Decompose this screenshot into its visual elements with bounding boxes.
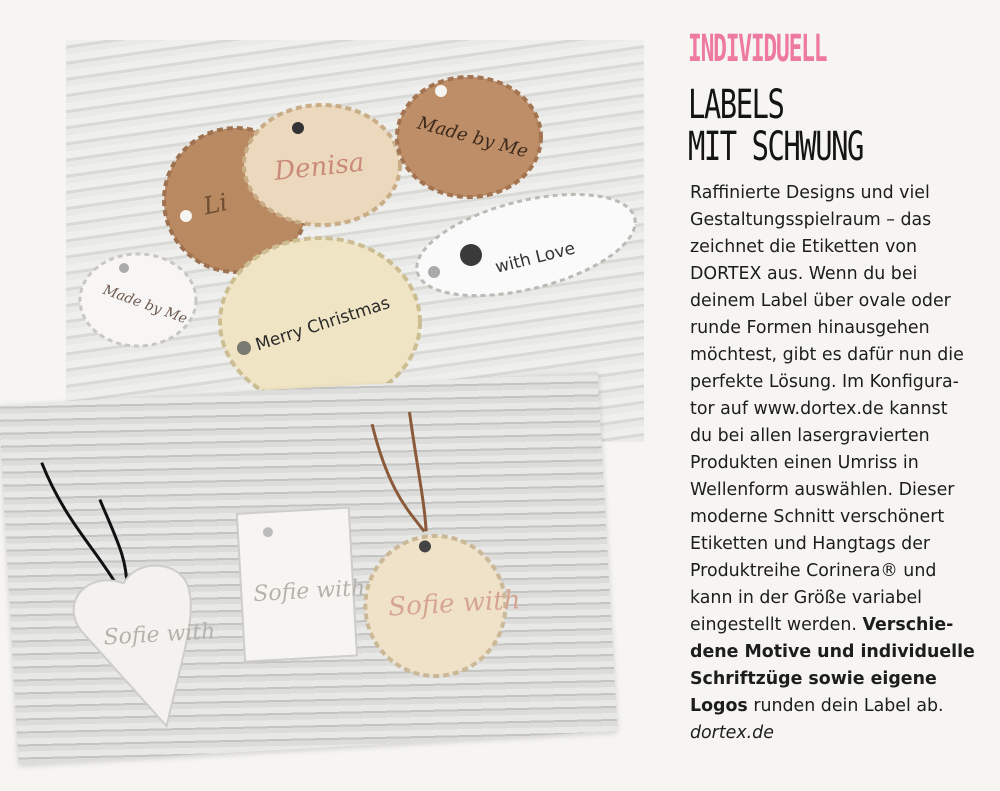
headline-line-2: MIT SCHWUNG: [688, 124, 863, 170]
tag-birch-merry: [220, 238, 420, 406]
tag-text-li: Li: [200, 188, 230, 221]
body-line: Etiketten und Hangtags der: [690, 534, 931, 554]
tag-kraft-madebyme: [397, 77, 541, 197]
tag-birch-denisa: [244, 105, 400, 225]
svg-text:with Love: with Love: [493, 238, 578, 278]
headline-line-1: LABELS: [688, 82, 784, 128]
svg-text:Sofie with: Sofie with: [387, 585, 522, 623]
body-line: DORTEX aus. Wenn du bei: [690, 264, 918, 284]
body-line: Wellenform auswählen. Dieser: [690, 480, 955, 500]
body-line-mixed: eingestellt werden. Verschie-: [690, 615, 954, 635]
source-credit: dortex.de: [690, 723, 774, 743]
svg-text:Denisa: Denisa: [272, 147, 366, 187]
body-line: du bei allen lasergravierten: [690, 426, 930, 446]
tags-illustration-bottom: [0, 372, 618, 765]
body-lines: [690, 180, 990, 747]
tag-white-madebyme: [80, 254, 196, 346]
body-line: runde Formen hinausgehen: [690, 318, 930, 338]
body-line: Raffinierte Designs und viel: [690, 183, 930, 203]
body-line: kann in der Größe variabel: [690, 588, 923, 608]
svg-text:Made by Me: Made by Me: [100, 282, 190, 328]
article-body: [690, 180, 990, 747]
body-line: perfekte Lösung. Im Konfigura-: [690, 372, 959, 392]
body-line: deinem Label über ovale oder: [690, 291, 951, 311]
svg-text:Sofie with: Sofie with: [252, 575, 366, 608]
body-line: möchtest, gibt es dafür nun die: [690, 345, 964, 365]
svg-text:Sofie with: Sofie with: [102, 619, 217, 651]
svg-text:Made by Me: Made by Me: [415, 112, 531, 163]
tag-round-sofie: [362, 531, 525, 679]
tag-rect-sofie: [237, 507, 369, 662]
body-line-mixed: Logos runden dein Label ab.: [690, 696, 944, 716]
body-line: tor auf www.dortex.de kannst: [690, 399, 948, 419]
photo-sofie-tags: [0, 372, 618, 765]
tag-white-withlove: [407, 175, 644, 315]
headline: [688, 84, 863, 168]
bold-text: Verschie-: [862, 615, 954, 635]
body-line: Produktreihe Corinera® und: [690, 561, 937, 581]
tag-heart-sofie: [71, 562, 220, 731]
bold-line: dene Motive und individuelle: [690, 642, 975, 662]
body-line: Produkten einen Umriss in: [690, 453, 919, 473]
kicker: INDIVIDUELL: [688, 27, 827, 70]
svg-text:Merry Christmas: Merry Christmas: [253, 293, 393, 356]
body-line: Gestaltungsspielraum – das: [690, 210, 932, 230]
body-line: zeichnet die Etiketten von: [690, 237, 918, 257]
body-line: moderne Schnitt verschönert: [690, 507, 945, 527]
bold-line: Schriftzüge sowie eigene: [690, 669, 937, 689]
